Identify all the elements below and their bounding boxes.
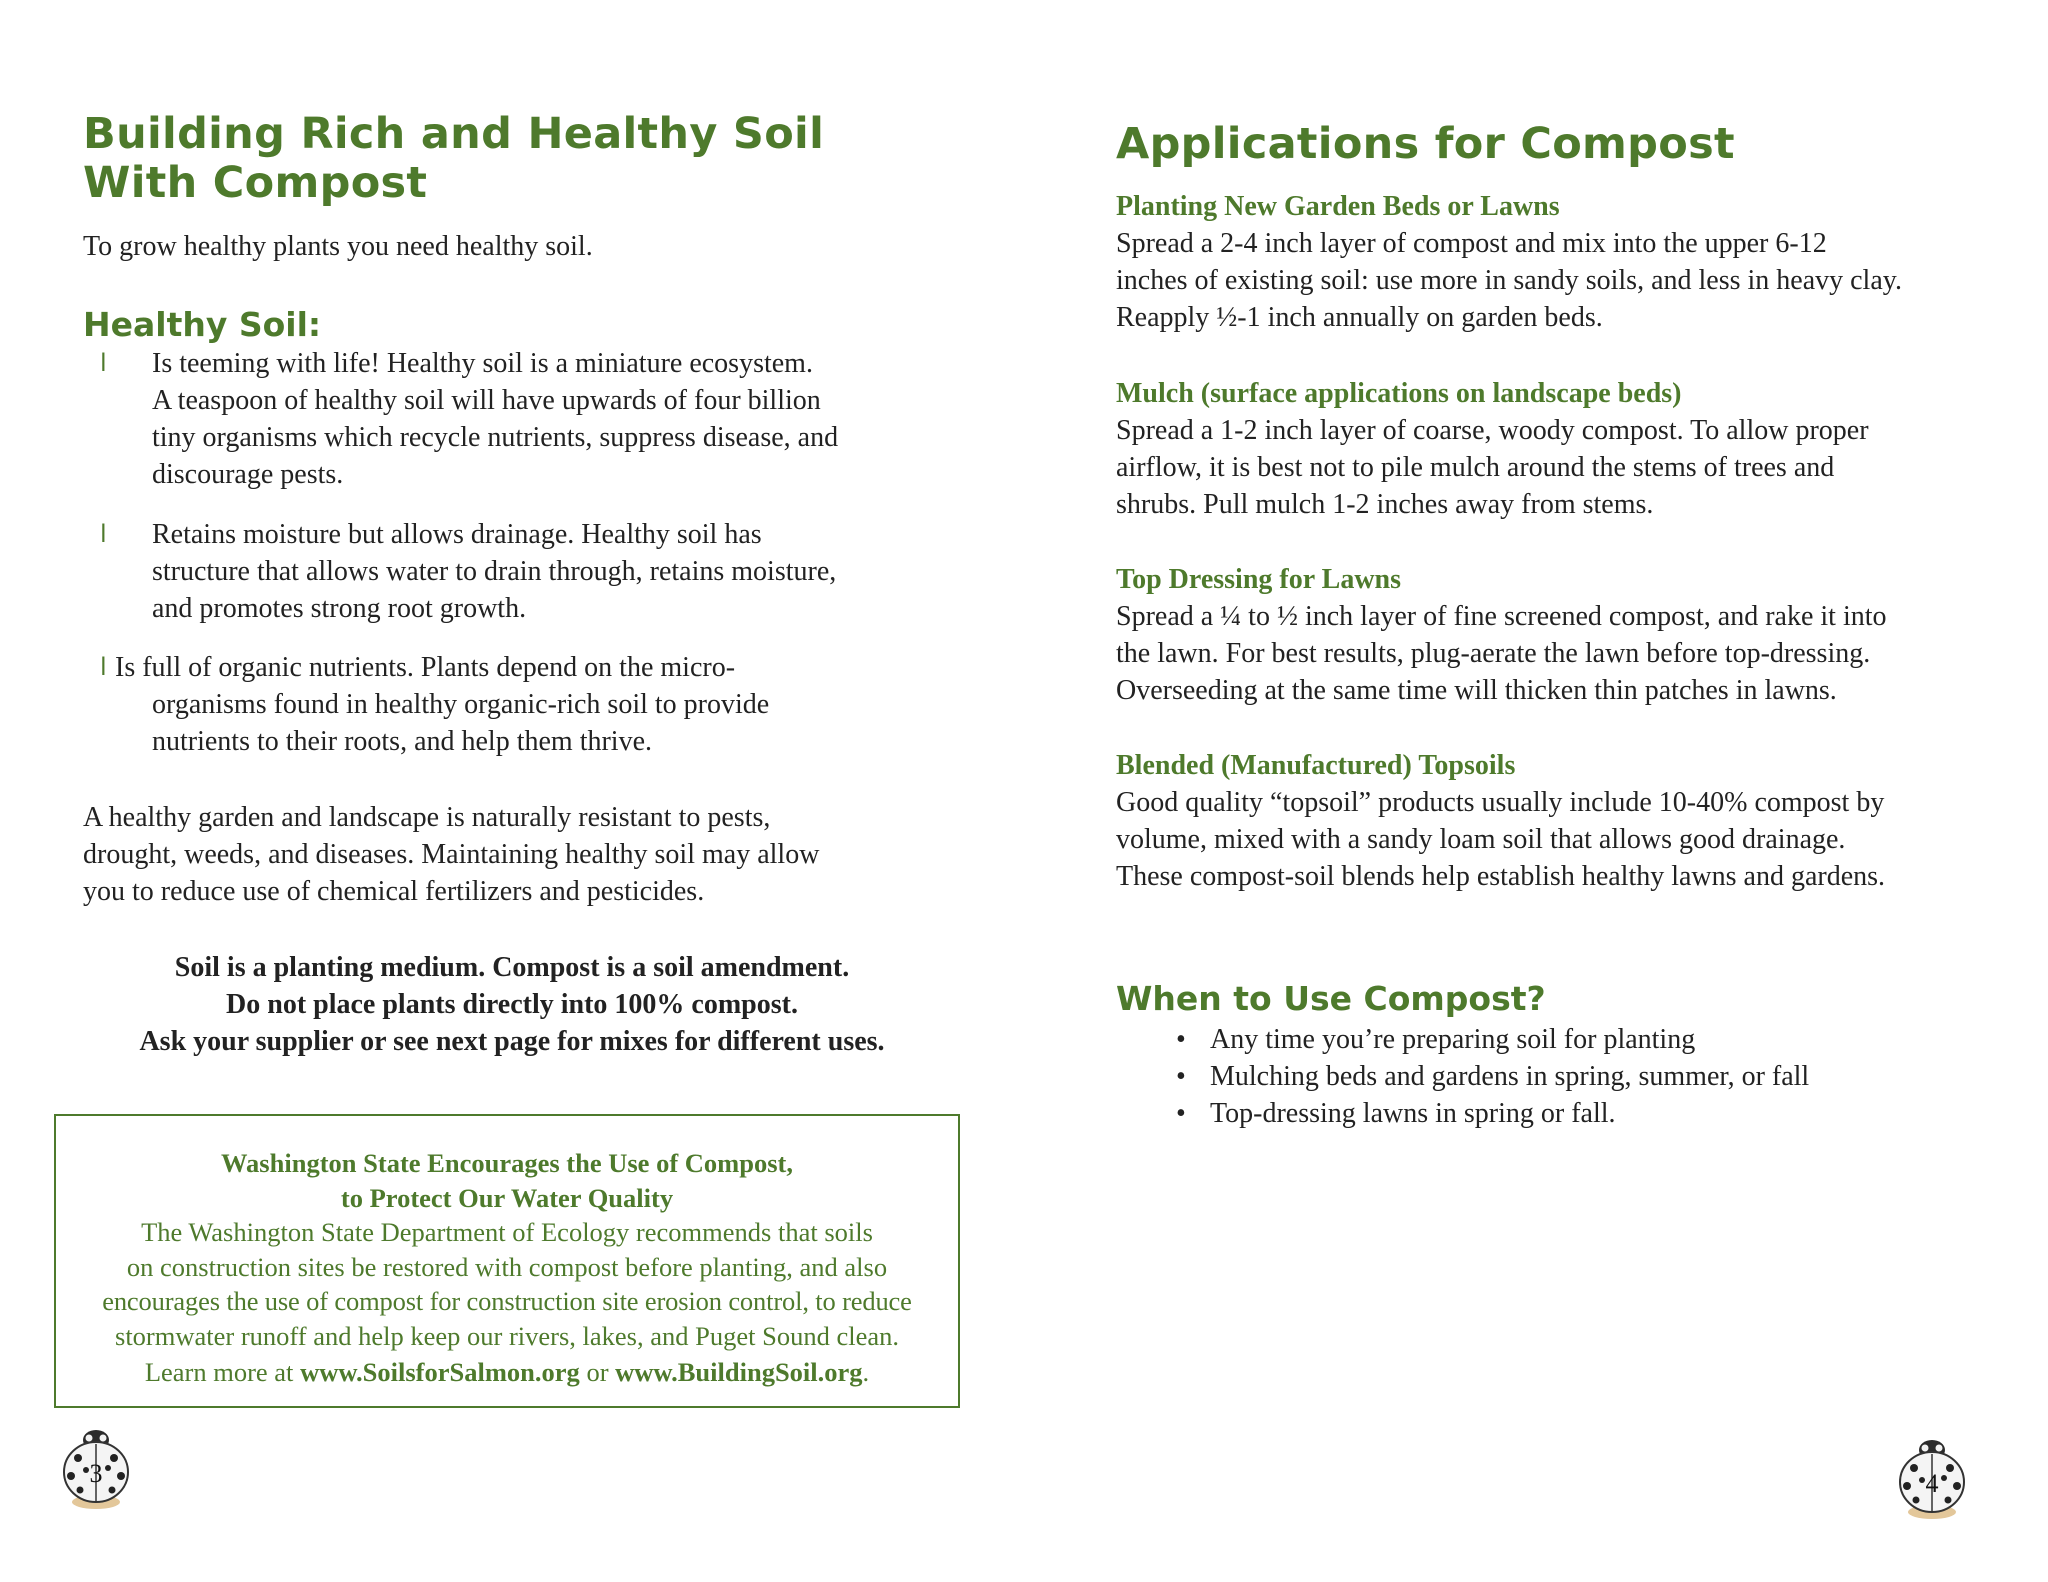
callout-learn-more bbox=[56, 1355, 958, 1390]
bullet-line: and promotes strong root growth. bbox=[152, 593, 527, 624]
resistance-paragraph bbox=[83, 799, 819, 910]
bullet-line: discourage pests. bbox=[152, 459, 344, 490]
body-line: Good quality “topsoil” products usually include 10-40% compost by bbox=[1116, 787, 1885, 818]
page-title bbox=[83, 110, 824, 208]
when-to-use-list bbox=[1176, 1021, 1809, 1132]
callout-body-line: on construction sites be restored with compost before planting, and also bbox=[126, 1251, 888, 1282]
section-body bbox=[1116, 225, 1902, 336]
section-body bbox=[1116, 598, 1887, 709]
intro-text: To grow healthy plants you need healthy soil. bbox=[83, 231, 593, 262]
callout-title-2: to Protect Our Water Quality bbox=[340, 1182, 674, 1213]
section-planting bbox=[1116, 188, 1902, 336]
body-line: Reapply ½-1 inch annually on garden beds. bbox=[1116, 302, 1603, 333]
bullet-line: Is teeming with life! Healthy soil is a miniature ecosystem. bbox=[152, 348, 813, 379]
title-line-2: With Compost bbox=[83, 158, 428, 208]
section-heading: Blended (Manufactured) Topsoils bbox=[1116, 750, 1516, 781]
bullet-line: nutrients to their roots, and help them thrive. bbox=[152, 726, 653, 757]
soils-for-salmon-link[interactable]: www.SoilsforSalmon.org bbox=[300, 1357, 580, 1387]
bullet-line: tiny organisms which recycle nutrients, suppress disease, and bbox=[152, 422, 839, 453]
list-item bbox=[1176, 1021, 1809, 1058]
bullet-marker: l bbox=[100, 349, 107, 377]
right-page bbox=[1024, 0, 2048, 1582]
emphasis-line: Do not place plants directly into 100% compost. bbox=[226, 989, 798, 1020]
learn-more-prefix: Learn more at bbox=[144, 1357, 301, 1387]
callout-title-1: Washington State Encourages the Use of Compost, bbox=[221, 1148, 793, 1178]
bullet-marker: l bbox=[100, 520, 107, 548]
bullet-line: structure that allows water to drain through, retains moisture, bbox=[152, 556, 837, 587]
body-line: Overseeding at the same time will thicken thin patches in lawns. bbox=[1116, 675, 1837, 706]
body-line: Spread a 2-4 inch layer of compost and mix into the upper 6-12 bbox=[1116, 228, 1827, 259]
bullet-line: Retains moisture but allows drainage. Healthy soil has bbox=[152, 519, 762, 550]
ladybug-icon bbox=[56, 1418, 136, 1510]
body-line: shrubs. Pull mulch 1-2 inches away from stems. bbox=[1116, 489, 1654, 520]
section-topsoils bbox=[1116, 747, 1885, 895]
bullet-line: organisms found in healthy organic-rich soil to provide bbox=[152, 689, 770, 720]
title-line-1: Building Rich and Healthy Soil bbox=[83, 109, 825, 159]
emphasis-line: Ask your supplier or see next page for mixes for different uses. bbox=[139, 1026, 885, 1057]
section-body bbox=[1116, 412, 1869, 523]
bullet-dot: • bbox=[1176, 1098, 1186, 1129]
bullet-dot: • bbox=[1176, 1024, 1186, 1055]
body-line: the lawn. For best results, plug-aerate the lawn before top-dressing. bbox=[1116, 638, 1871, 669]
bullet-line: Is full of organic nutrients. Plants depend on the micro- bbox=[115, 652, 736, 683]
learn-more-suffix: . bbox=[862, 1357, 870, 1387]
section-heading: Planting New Garden Beds or Lawns bbox=[1116, 191, 1560, 222]
building-soil-link[interactable]: www.BuildingSoil.org bbox=[615, 1357, 863, 1387]
callout-body-line: The Washington State Department of Ecology recommends that soils bbox=[141, 1217, 873, 1247]
list-item bbox=[1176, 1058, 1809, 1095]
learn-more-or: or bbox=[579, 1357, 616, 1387]
washington-callout-box bbox=[54, 1114, 960, 1408]
callout-body-line: stormwater runoff and help keep our rivers, lakes, and Puget Sound clean. bbox=[115, 1320, 899, 1351]
list-item-text: Mulching beds and gardens in spring, summer, or fall bbox=[1210, 1061, 1810, 1092]
bullet-dot: • bbox=[1176, 1061, 1186, 1092]
section-mulch bbox=[1116, 375, 1869, 523]
body-line: These compost-soil blends help establish healthy lawns and gardens. bbox=[1116, 861, 1886, 892]
page-number: 4 bbox=[1925, 1469, 1939, 1498]
page-number: 3 bbox=[89, 1459, 103, 1488]
paragraph-line: A healthy garden and landscape is naturally resistant to pests, bbox=[83, 802, 771, 833]
emphasis-note bbox=[60, 949, 964, 1060]
section-body bbox=[1116, 784, 1885, 895]
body-line: Spread a ¼ to ½ inch layer of fine screened compost, and rake it into bbox=[1116, 601, 1887, 632]
section-top-dressing bbox=[1116, 561, 1887, 709]
ladybug-icon bbox=[1892, 1428, 1972, 1520]
bullet-line: A teaspoon of healthy soil will have upwards of four billion bbox=[152, 385, 821, 416]
paragraph-line: drought, weeds, and diseases. Maintaining healthy soil may allow bbox=[83, 839, 820, 870]
bullet-item bbox=[152, 516, 836, 627]
paragraph-line: you to reduce use of chemical fertilizers and pesticides. bbox=[83, 876, 705, 907]
applications-title: Applications for Compost bbox=[1116, 119, 1735, 169]
section-heading: Top Dressing for Lawns bbox=[1116, 564, 1402, 595]
body-line: volume, mixed with a sandy loam soil that allows good drainage. bbox=[1116, 824, 1846, 855]
when-to-use-heading: When to Use Compost? bbox=[1116, 979, 1546, 1018]
bullet-marker: l bbox=[100, 653, 107, 681]
section-heading: Mulch (surface applications on landscape beds) bbox=[1116, 378, 1682, 409]
body-line: airflow, it is best not to pile mulch around the stems of trees and bbox=[1116, 452, 1835, 483]
bullet-item bbox=[152, 345, 838, 493]
list-item bbox=[1176, 1095, 1809, 1132]
body-line: inches of existing soil: use more in sandy soils, and less in heavy clay. bbox=[1116, 265, 1902, 296]
healthy-soil-heading: Healthy Soil: bbox=[83, 305, 322, 344]
body-line: Spread a 1-2 inch layer of coarse, woody compost. To allow proper bbox=[1116, 415, 1869, 446]
bullet-item bbox=[115, 649, 769, 760]
list-item-text: Any time you’re preparing soil for planting bbox=[1210, 1024, 1696, 1055]
callout-body-line: encourages the use of compost for construction site erosion control, to reduce bbox=[102, 1286, 912, 1316]
emphasis-line: Soil is a planting medium. Compost is a soil amendment. bbox=[174, 952, 850, 983]
list-item-text: Top-dressing lawns in spring or fall. bbox=[1210, 1098, 1616, 1129]
